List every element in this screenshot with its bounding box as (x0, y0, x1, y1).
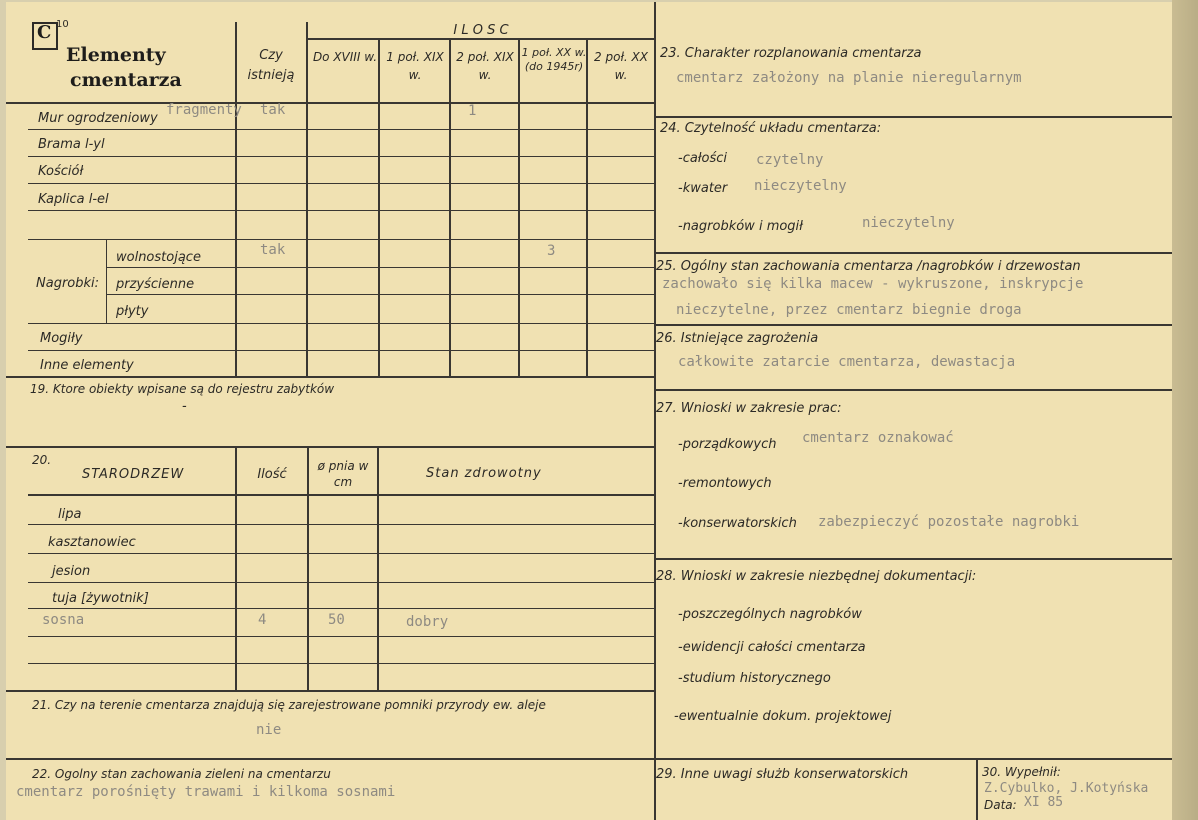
q29-label: 29. Inne uwagi służb konserwatorskich (656, 767, 909, 782)
q24-quarters-answer: nieczytelny (754, 178, 847, 194)
period-header-4: 1 poł. XX w. (do 1945r) (521, 46, 587, 73)
health-col-header: Stan zdrowotny (426, 466, 542, 481)
row-mounds-label: Mogiły (40, 331, 83, 346)
row-chapel-label: Kaplica l-el (38, 192, 109, 207)
q27-cleanup-label: -porządkowych (678, 437, 777, 452)
q28-label: 28. Wnioski w zakresie niezbędnej dokumentacji: (656, 569, 977, 584)
graves-slabs-label: płyty (116, 304, 149, 319)
q25-answer-line1: zachowało się kilka macew - wykruszone, inskrypcje (662, 276, 1084, 292)
card-number: 10 (56, 19, 69, 30)
freestanding-exists-value: tak (260, 242, 286, 258)
card-letter: C (37, 22, 52, 43)
period-header-1: Do XVIII w. (312, 50, 378, 64)
tree-row-linden: lipa (58, 507, 82, 522)
wall-fragments-value: fragmenty (166, 102, 242, 118)
q28-item-3: -studium historycznego (678, 671, 831, 686)
tree-row-chestnut: kasztanowiec (48, 535, 136, 550)
q26-answer: całkowite zatarcie cmentarza, dewastacja (678, 354, 1016, 370)
period-header-2: 1 poł. XIX w. (386, 50, 444, 82)
tree-row-pine-diameter: 50 (328, 612, 345, 628)
tree-row-thuja: tuja [żywotnik] (52, 591, 149, 606)
q27-cleanup-answer: cmentarz oznakować (802, 430, 954, 446)
q20-number: 20. (32, 453, 52, 467)
freestanding-qty-value: 3 (547, 243, 556, 259)
q21-answer: nie (256, 722, 282, 738)
period-header-3: 2 poł. XIX w. (456, 50, 514, 82)
period-header-5: 2 poł. XX w. (594, 50, 648, 82)
q24-quarters-label: -kwater (678, 181, 728, 196)
q30-date-label: Data: (984, 798, 1017, 812)
q23-label: 23. Charakter rozplanowania cmentarza (660, 46, 922, 61)
q27-repair-label: -remontowych (678, 476, 772, 491)
q27-conservation-label: -konserwatorskich (678, 516, 797, 531)
inventory-card (6, 2, 1172, 820)
q28-item-1: -poszczególnych nagrobków (678, 607, 862, 622)
q30-filled-by: Z.Cybulko, J.Kotyńska (984, 781, 1149, 796)
row-church-label: Kościół (38, 164, 84, 179)
row-wall-label: Mur ogrodzeniowy (38, 111, 158, 126)
q22-answer: cmentarz porośnięty trawami i kilkoma sosnami (16, 784, 396, 800)
q24-graves-label: -nagrobków i mogił (678, 219, 803, 234)
quantity-header: I L O S C (453, 23, 509, 38)
tree-row-pine-qty: 4 (258, 612, 267, 628)
q19-answer: - (182, 399, 187, 414)
q24-graves-answer: nieczytelny (862, 215, 955, 231)
q21-label: 21. Czy na terenie cmentarza znajdują się zarejestrowane pomniki przyrody ew. aleje (32, 698, 546, 712)
qty-col-header: Ilość (257, 467, 287, 482)
q24-whole-label: -całości (678, 151, 728, 166)
q25-label: 25. Ogólny stan zachowania cmentarza /nagrobków i drzewostan (656, 259, 1081, 274)
q28-item-2: -ewidencji całości cmentarza (678, 640, 866, 655)
q30-date: XI 85 (1024, 795, 1064, 810)
tree-row-pine-health: dobry (406, 614, 449, 630)
q30-label: 30. Wypełnił: (982, 765, 1061, 779)
q28-item-4: -ewentualnie dokum. projektowej (674, 709, 892, 724)
q26-label: 26. Istniejące zagrożenia (656, 331, 819, 346)
trees-col-header: STARODRZEW (82, 467, 185, 482)
q22-label: 22. Ogolny stan zachowania zieleni na cmentarzu (32, 767, 331, 781)
q23-answer: cmentarz założony na planie nieregularnym (676, 70, 1022, 86)
section-title-line2: cmentarza (70, 69, 182, 91)
q27-conservation-answer: zabezpieczyć pozostałe nagrobki (818, 514, 1080, 530)
wall-exists-value: tak (260, 102, 286, 118)
section-title-line1: Elementy (66, 44, 166, 66)
tree-row-pine-name: sosna (42, 612, 85, 628)
q19-label: 19. Ktore obiekty wpisane są do rejestru zabytków (30, 382, 335, 396)
row-gate-label: Brama l-yl (38, 137, 105, 152)
graves-wall-label: przyścienne (116, 277, 195, 292)
card-edge (1172, 0, 1198, 820)
q27-label: 27. Wnioski w zakresie prac: (656, 401, 842, 416)
tree-row-ash: jesion (52, 564, 91, 579)
row-other-label: Inne elementy (40, 358, 134, 373)
wall-qty-value: 1 (468, 103, 477, 119)
col-exists-header: Czy istnieją (247, 48, 295, 83)
graves-label: Nagrobki: (36, 276, 100, 291)
q24-whole-answer: czytelny (756, 152, 824, 168)
q25-answer-line2: nieczytelne, przez cmentarz biegnie droga (676, 302, 1022, 318)
graves-freestanding-label: wolnostojące (116, 250, 201, 265)
diameter-col-header: ø pnia w cm (317, 459, 369, 489)
q24-label: 24. Czytelność układu cmentarza: (660, 121, 882, 136)
